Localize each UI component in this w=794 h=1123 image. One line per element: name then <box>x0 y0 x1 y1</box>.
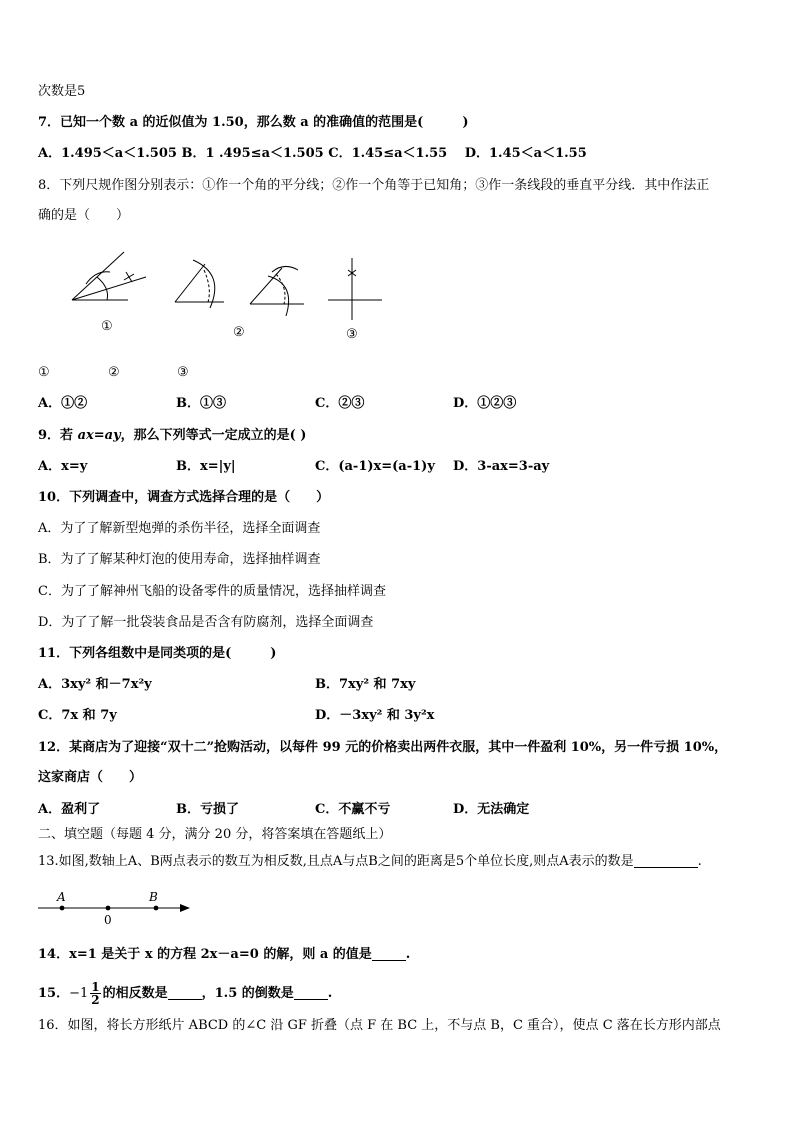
q15-answer-blank-1[interactable] <box>168 985 202 1000</box>
q8-option-a: A．①② <box>38 396 88 411</box>
q14-end: . <box>405 947 411 962</box>
q11-option-d: D．－3xy² 和 3y²x <box>315 708 435 723</box>
q12-option-a: A．盈利了 <box>38 802 101 817</box>
q14-stem <box>38 946 410 964</box>
q11-option-b: B．7xy² 和 7xy <box>315 677 416 692</box>
q9-stem-suffix: ，那么下列等式一定成立的是( ) <box>120 428 307 443</box>
q11-stem: 11．下列各组数中是同类项的是( ) <box>38 646 277 661</box>
q16-stem: 16．如图，将长方形纸片 ABCD 的∠C 沿 GF 折叠（点 F 在 BC 上，不与点 B，C 重合），使点 C 落在长方形内部点 <box>38 1018 721 1033</box>
q9-option-a: A．x=y <box>38 459 88 474</box>
axis-label-b: B <box>149 890 158 904</box>
q10-option-c: C．为了了解神州飞船的设备零件的质量情况，选择抽样调查 <box>38 584 386 599</box>
q15-end: . <box>327 986 333 1001</box>
q13-stem <box>38 853 702 871</box>
q15-mid2: ，1.5 的倒数是 <box>201 986 294 1001</box>
q12-option-b: B．亏损了 <box>176 802 239 817</box>
q8-option-c: C．②③ <box>315 396 365 411</box>
q9-option-c: C．(a-1)x=(a-1)y <box>315 459 435 474</box>
q15-mid: 的相反数是 <box>102 986 168 1001</box>
q10-stem: 10．下列调查中，调查方式选择合理的是（ ） <box>38 490 330 505</box>
figure-label-2: ② <box>233 325 245 340</box>
axis-label-a: A <box>57 890 66 904</box>
q8-index-3: ③ <box>177 365 189 380</box>
q15-stem <box>38 980 332 1008</box>
q9-option-b: B．x=|y| <box>176 459 236 474</box>
q9-stem-eq: ax=ay <box>77 428 121 443</box>
q10-option-d: D．为了了解一批袋装食品是否含有防腐剂，选择全面调查 <box>38 615 374 630</box>
q8-stem-line2: 确的是（ ） <box>38 208 130 223</box>
q8-construction-figures <box>0 240 794 360</box>
q8-option-d: D．①②③ <box>453 396 517 411</box>
q15-frac-num: 1 <box>91 980 100 994</box>
q8-option-b: B．①③ <box>176 396 226 411</box>
axis-label-0: 0 <box>104 913 112 927</box>
q15-fraction <box>90 981 100 1006</box>
q12-option-d: D．无法确定 <box>453 802 530 817</box>
q7-stem: 7．已知一个数 a 的近似值为 1.50，那么数 a 的准确值的范围是( ) <box>38 115 469 130</box>
q15-prefix: 15． <box>38 986 70 1001</box>
q15-frac-whole: −1 <box>69 986 89 1001</box>
q11-option-c: C．7x 和 7y <box>38 708 117 723</box>
q14-answer-blank[interactable] <box>372 946 406 961</box>
figure-copy-angle-2 <box>250 266 304 316</box>
q15-answer-blank-2[interactable] <box>294 985 328 1000</box>
q10-option-b: B．为了了解某种灯泡的使用寿命，选择抽样调查 <box>38 552 321 567</box>
q12-stem-line2: 这家商店（ ） <box>38 770 143 785</box>
top-fragment: 次数是5 <box>38 84 86 99</box>
q9-option-d: D．3-ax=3-ay <box>453 459 550 474</box>
q11-option-a: A．3xy² 和－7x²y <box>38 677 152 692</box>
section-2-heading: 二、填空题（每题 4 分，满分 20 分，将答案填在答题纸上） <box>38 827 392 842</box>
q12-stem-line1: 12．某商店为了迎接“双十二”抢购活动，以每件 99 元的价格卖出两件衣服，其中一件盈利 10%，另一件亏损 10%， <box>38 740 728 755</box>
q10-option-a: A．为了了解新型炮弹的杀伤半径，选择全面调查 <box>38 521 321 536</box>
q13-end: . <box>697 854 702 869</box>
q13-number-line <box>30 888 230 928</box>
q15-frac-den: 2 <box>91 993 100 1007</box>
q8-index-1: ① <box>38 365 50 380</box>
q7-options: A．1.495＜a＜1.505 B．1 .495≤a＜1.505 C．1.45≤a＜1.55 D．1.45＜a＜1.55 <box>38 146 587 161</box>
q13-answer-blank[interactable] <box>634 853 698 868</box>
q12-option-c: C．不赢不亏 <box>315 802 391 817</box>
figure-copy-angle <box>175 260 224 308</box>
figure-label-3: ③ <box>346 327 358 342</box>
q9-stem-prefix: 9．若 <box>38 428 78 443</box>
figure-angle-bisector <box>72 252 146 300</box>
q13-stem-text: 13.如图,数轴上A、B两点表示的数互为相反数,且点A与点B之间的距离是5个单位长度,则点A表示的数是 <box>38 854 634 869</box>
q8-stem-line1: 8．下列尺规作图分别表示：①作一个角的平分线；②作一个角等于已知角；③作一条线段的垂直平分线．其中作法正 <box>38 178 710 193</box>
figure-label-1: ① <box>101 319 113 334</box>
q8-index-2: ② <box>108 365 120 380</box>
q9-stem <box>38 427 306 445</box>
figure-perpendicular-bisector <box>328 258 382 320</box>
q14-stem-text: 14．x=1 是关于 x 的方程 2x－a=0 的解，则 a 的值是 <box>38 947 372 962</box>
